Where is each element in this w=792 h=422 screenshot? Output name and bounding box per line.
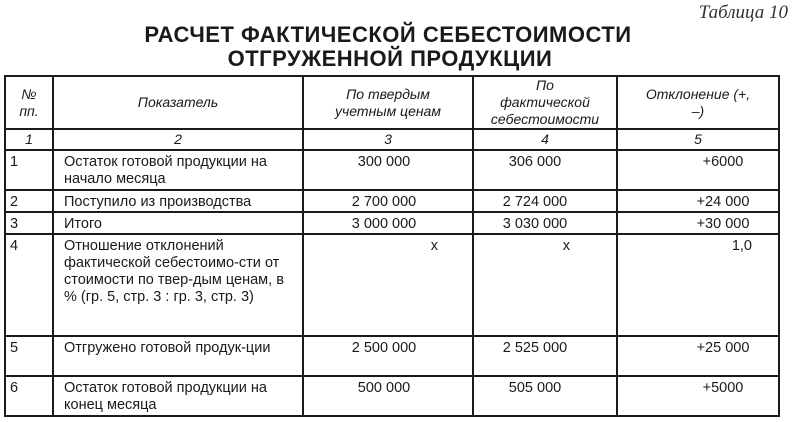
table-row bbox=[5, 212, 779, 234]
table-row bbox=[5, 150, 779, 190]
row-deviation: +30 000 bbox=[617, 212, 779, 234]
row-number: 2 bbox=[5, 190, 53, 212]
table-row bbox=[5, 376, 779, 416]
row-number: 6 bbox=[5, 376, 53, 416]
row-fixed-value: 3 000 000 bbox=[303, 212, 473, 234]
column-number: 4 bbox=[473, 129, 617, 150]
table-row bbox=[5, 234, 779, 336]
row-deviation: +5000 bbox=[617, 376, 779, 416]
row-number: 1 bbox=[5, 150, 53, 190]
header-fixed-prices: По твердым учетным ценам bbox=[303, 76, 473, 129]
column-number: 5 bbox=[617, 129, 779, 150]
header-deviation: Отклонение (+, –) bbox=[617, 76, 779, 129]
row-actual-value: 306 000 bbox=[473, 150, 617, 190]
row-indicator: Итого bbox=[53, 212, 303, 234]
row-fixed-value: 300 000 bbox=[303, 150, 473, 190]
header-indicator: Показатель bbox=[53, 76, 303, 129]
row-deviation: +6000 bbox=[617, 150, 779, 190]
row-indicator: Поступило из производства bbox=[53, 190, 303, 212]
row-number: 3 bbox=[5, 212, 53, 234]
row-deviation: +24 000 bbox=[617, 190, 779, 212]
row-actual-value: 2 525 000 bbox=[473, 336, 617, 376]
page-title-line-1: РАСЧЕТ ФАКТИЧЕСКОЙ СЕБЕСТОИМОСТИ bbox=[144, 22, 632, 47]
column-number-row bbox=[5, 129, 779, 150]
row-number: 4 bbox=[5, 234, 53, 336]
row-indicator: Отношение отклонений фактической себестоимо-сти от стоимости по твер-дым ценам, в % (гр. 5, стр. 3 : гр. 3, стр. 3) bbox=[53, 234, 303, 336]
page-title-line-2: ОТГРУЖЕННОЙ ПРОДУКЦИИ bbox=[227, 46, 553, 71]
row-indicator: Остаток готовой продукции на конец месяца bbox=[53, 376, 303, 416]
row-fixed-value: 2 700 000 bbox=[303, 190, 473, 212]
row-actual-value: х bbox=[473, 234, 617, 336]
row-deviation: +25 000 bbox=[617, 336, 779, 376]
table-header-row bbox=[5, 76, 779, 129]
cost-table bbox=[4, 75, 780, 417]
row-fixed-value: 2 500 000 bbox=[303, 336, 473, 376]
table-row bbox=[5, 336, 779, 376]
table-label: Таблица 10 bbox=[698, 2, 788, 23]
row-indicator: Остаток готовой продукции на начало месяца bbox=[53, 150, 303, 190]
row-fixed-value: 500 000 bbox=[303, 376, 473, 416]
column-number: 3 bbox=[303, 129, 473, 150]
row-actual-value: 3 030 000 bbox=[473, 212, 617, 234]
table-row bbox=[5, 190, 779, 212]
row-actual-value: 505 000 bbox=[473, 376, 617, 416]
header-actual-cost: По фактической себестоимости bbox=[473, 76, 617, 129]
row-deviation: 1,0 bbox=[617, 234, 779, 336]
row-indicator: Отгружено готовой продук-ции bbox=[53, 336, 303, 376]
row-fixed-value: х bbox=[303, 234, 473, 336]
column-number: 2 bbox=[53, 129, 303, 150]
row-actual-value: 2 724 000 bbox=[473, 190, 617, 212]
row-number: 5 bbox=[5, 336, 53, 376]
header-number: № пп. bbox=[5, 76, 53, 129]
column-number: 1 bbox=[5, 129, 53, 150]
